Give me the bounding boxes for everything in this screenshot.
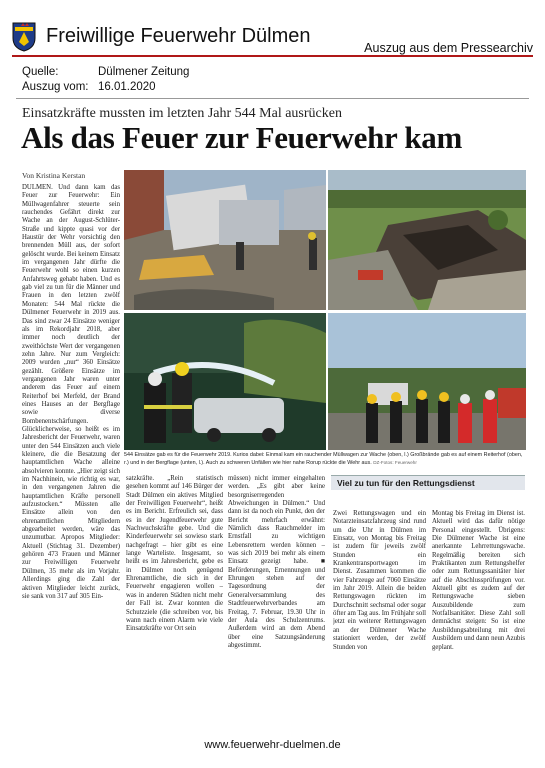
photo-caption [124,452,526,467]
sidebar-column-2: Montag bis Freitag im Dienst ist. Aktuell wird das dafür nötige Personal eingestellt. Übrigens: Die Dülmener Wache ist eine anerkannte Lehrrettungswache. Regelmäßig bereiten sich Praktikanten zum Rettungshelfer oder zum Rettungssanitäter hier auf die Abschlussprüfungen vor. Aktuell gibt es zudem auf der Rettungswache sieben Auszubildende zum Notfallsanitäter. Diese Zahl soll demnächst steigen: So ist eine Ausbildungsabteilung mit drei Ausbildern und dann neun Azubis geplant. [432,510,525,651]
article-column-2: satzkräfte. „Rein statistisch gesehen kommt auf 146 Bürger der Stadt Dülmen ein aktives Mitglied der Freiwilligen Feuerwehr“, heißt es im Bericht. Erfreulich sei, dass es in der Jugendfeuerwehr gute Nachwuchskräfte gebe. Und die Kinderfeuerwehr sei sowieso stark nachgefragt – hier gibt es eine lange Warteliste. Insgesamt, so heißt es im Jahresbericht, gebe es in Dülmen noch genügend Ehrenamtliche, die sich in der Feuerwehr engagieren wollen – was in anderen Städten nicht mehr der Fall ist. Zwar konnten die Schutzziele (die schreiben vor, bis wann nach einem Alarm wie viele Einsatzkräfte vor Ort sein [126,475,223,633]
photo-riding-stable-fire [328,170,526,310]
header-divider [12,55,533,57]
footer-url[interactable]: www.feuerwehr-duelmen.de [204,739,341,751]
photo-accident-rorup [328,313,526,450]
crest-logo [12,22,36,52]
article-headline: Als das Feuer zur Feuerwehr kam [21,120,463,155]
photo-garbage-truck [124,170,326,310]
article-column-1: DÜLMEN. Und dann kam das Feuer zur Feuerwehr: Ein Müllwagenfahrer steuerte sein rauchendes Gefährt direkt zur Wache an der August-Schlüter-Straße und kippte quasi vor der Haustür der Wehr vorsichtig den brennenden Müll aus, der sofort gelöscht wurde. Bei keinem Einsatz im vergangenen Jahr dürfte die Feuerwehr wohl so einen kurzen Anfahrtsweg gehabt haben. Und es gab viel zu tun für die Männer und Frauen in den letzten zwölf Monaten: 544 Mal rückte die Dülmener Feuerwehr in 2019 aus. Das sind zwar 24 Einsätze weniger als im Rekordjahr 2018, aber immer noch deutlich der zweithöchste Wert der vergangenen zehn Jahre. Nur zum Vergleich: 2009 wurden „nur“ 360 Einsätze gezählt. Größere Einsätze im vergangenen Jahr waren unter anderem das Feuer auf einem Reiterhof bei Merfeld, der Brand eines Hauses an der Bergflage sowie diverse Bombenentschärfungen. Glücklicherweise, so heißt es im Jahresbericht der Feuerwehr, waren unter den 544 Einsätzen auch viele kleinere, die die Besatzung der hauptamtlichen Wache alleine absolvieren konnte. „Hier zeigt sich im Nachhinein, wie richtig es war, in den vergangenen Jahren die hauptamtlichen Kräfte personell aufzustocken.“ Müssten alle Einsätze allein von den ehrenamtlichen Mitgliedern abgearbeitet werden, wäre das unzumutbar. Apropos Mitglieder: Aktuell (Stichtag 31. Dezember) gehören 473 Frauen und Männer zur Freiwilligen Feuerwehr Dülmen, 35 mehr als im Vorjahr. Allerdings ging die Zahl der aktiven Mitglieder leicht zurück, sie sank von 317 auf 305 Ein- [22,184,120,600]
meta-divider [16,98,529,99]
archive-label: Auszug aus dem Pressearchiv [364,41,533,55]
source-value: Dülmener Zeitung [98,66,190,78]
source-label: Quelle: [22,66,59,78]
article-byline: Von Kristina Kerstan [22,171,86,180]
photo-house-fire [124,313,326,450]
date-label: Auszug vom: [22,81,89,93]
caption-text: 544 Einsätze gab es für die Feuerwehr 2019. Kurios dabei: Einmal kam ein rauchender Müllwagen zur Wache (oben, l.) Großbrände gab es auf einem Reiterhof (oben, r.) und in der Bergflage (unten, l.). Auch zu schweren Unfällen wie hier nahe Rorup rückte die Wehr aus. [124,452,523,466]
organization-title: Freiwillige Feuerwehr Dülmen [46,25,311,47]
article-column-3: müssen) nicht immer eingehalten werden. „Es gibt aber keine besorgniserregenden Abweichungen in Dülmen.“ Und dann ist da noch ein Punkt, den der Bericht mehrfach erwähnt: Nämlich dass Rauchmelder im Ernstfall zu wichtigen Lebensrettern werden können – was sich 2019 bei mehr als einem Einsatz gezeigt habe. ■ Beförderungen, Ernennungen und Ehrungen stehen auf der Tagesordnung der Generalversammlung des Stadtfeuerwehrverbandes am Freitag, 7. Februar, 19.30 Uhr in der Aula des Schulzentrums. Außerdem wird an dem Abend über eine Satzungsänderung abgestimmt. [228,475,325,649]
sidebar-heading [331,475,525,490]
photo-credit: DZ-Fotos: Feuerwehr [373,460,417,465]
sidebar-title: Viel zu tun für den Rettungsdienst [337,478,475,488]
date-value: 16.01.2020 [98,81,156,93]
article-kicker: Einsatzkräfte mussten im letzten Jahr 544 Mal ausrücken [22,106,342,121]
sidebar-column-1: Zwei Rettungswagen und ein Notarzteinsatzfahrzeug sind rund um die Uhr in Dülmen im Einsatz, von Montag bis Freitag ist zudem für jeweils zwölf Stunden ein Krankentransportwagen im Dienst. Zusammen kommen die vier Fahrzeuge auf 7060 Einsätze im Jahr 2019. Allein die beiden Rettungswagen rückten im Durchschnitt sechsmal oder sogar öfter am Tag aus. Im Frühjahr soll jetzt ein weiterer Rettungswagen an der Dülmener Wache stationiert werden, der zwölf Stunden von [333,510,426,651]
